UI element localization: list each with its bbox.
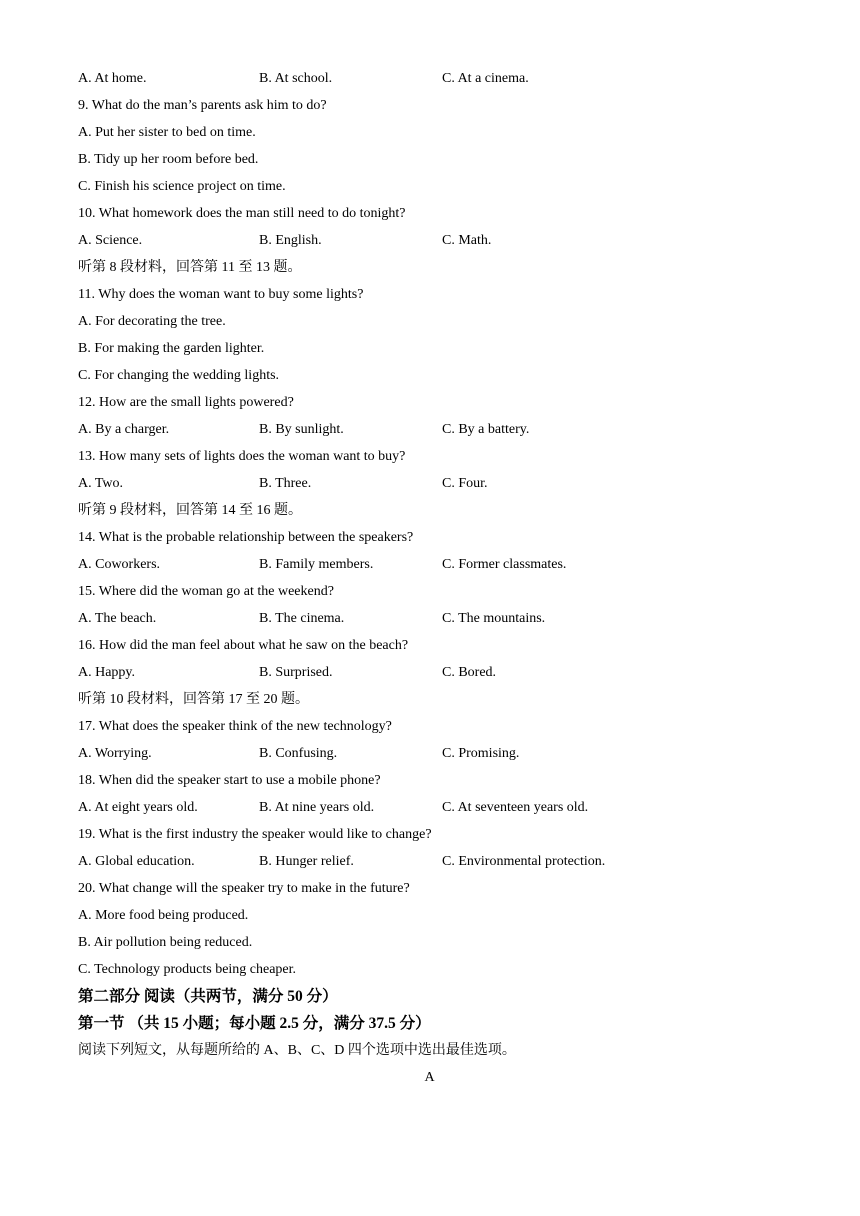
- option-c: C. At seventeen years old.: [442, 800, 589, 815]
- answer-options-row: [78, 419, 798, 446]
- option-c: C. Promising.: [442, 746, 520, 761]
- passage-label: A: [424, 1070, 435, 1085]
- text-line: A. For decorating the tree.: [78, 314, 226, 329]
- answer-options-row: [78, 743, 798, 770]
- answer-options-row: [78, 554, 798, 581]
- text-line: B. Tidy up her room before bed.: [78, 152, 259, 167]
- text-line: 19. What is the first industry the speaker would like to change?: [78, 827, 432, 842]
- option-b: B. Family members.: [259, 557, 374, 572]
- option-b: B. English.: [259, 233, 322, 248]
- option-c: C. Former classmates.: [442, 557, 567, 572]
- option-b: B. Surprised.: [259, 665, 333, 680]
- answer-options-row: [78, 851, 798, 878]
- text-line: B. For making the garden lighter.: [78, 341, 265, 356]
- text-line: 16. How did the man feel about what he saw on the beach?: [78, 638, 409, 653]
- section-heading: 第一节 （共 15 小题；每小题 2.5 分，满分 37.5 分）: [78, 1015, 431, 1032]
- option-b: B. Three.: [259, 476, 312, 491]
- option-b: B. At nine years old.: [259, 800, 375, 815]
- text-line: 20. What change will the speaker try to make in the future?: [78, 881, 410, 896]
- option-b: B. The cinema.: [259, 611, 345, 626]
- answer-options-row: [78, 473, 798, 500]
- answer-options-row: [78, 230, 798, 257]
- option-c: C. Environmental protection.: [442, 854, 606, 869]
- text-line: 9. What do the man’s parents ask him to do?: [78, 98, 327, 113]
- text-line: C. For changing the wedding lights.: [78, 368, 280, 383]
- option-a: A. At home.: [78, 71, 147, 86]
- text-line: 18. When did the speaker start to use a mobile phone?: [78, 773, 381, 788]
- option-a: A. Science.: [78, 233, 143, 248]
- option-a: A. Happy.: [78, 665, 136, 680]
- option-c: C. Bored.: [442, 665, 497, 680]
- option-c: C. At a cinema.: [442, 71, 529, 86]
- text-line: 17. What does the speaker think of the new technology?: [78, 719, 392, 734]
- option-a: A. At eight years old.: [78, 800, 198, 815]
- text-line: 听第 9 段材料，回答第 14 至 16 题。: [78, 503, 302, 518]
- option-c: C. By a battery.: [442, 422, 530, 437]
- text-line: 听第 8 段材料，回答第 11 至 13 题。: [78, 260, 302, 275]
- text-line: A. Put her sister to bed on time.: [78, 125, 256, 140]
- text-line: 11. Why does the woman want to buy some lights?: [78, 287, 364, 302]
- text-line: 13. How many sets of lights does the woman want to buy?: [78, 449, 406, 464]
- text-line: 12. How are the small lights powered?: [78, 395, 294, 410]
- option-a: A. Global education.: [78, 854, 195, 869]
- option-b: B. At school.: [259, 71, 333, 86]
- option-a: A. Coworkers.: [78, 557, 161, 572]
- text-line: 15. Where did the woman go at the weekend?: [78, 584, 334, 599]
- answer-options-row: [78, 608, 798, 635]
- option-c: C. Four.: [442, 476, 488, 491]
- option-b: B. Confusing.: [259, 746, 338, 761]
- option-b: B. Hunger relief.: [259, 854, 354, 869]
- option-c: C. Math.: [442, 233, 492, 248]
- text-line: 10. What homework does the man still need to do tonight?: [78, 206, 406, 221]
- option-a: A. By a charger.: [78, 422, 170, 437]
- text-line: B. Air pollution being reduced.: [78, 935, 253, 950]
- option-a: A. Two.: [78, 476, 124, 491]
- text-line: C. Technology products being cheaper.: [78, 962, 297, 977]
- text-line: 14. What is the probable relationship between the speakers?: [78, 530, 414, 545]
- exam-page: [78, 68, 798, 1094]
- section-heading: 第二部分 阅读（共两节，满分 50 分）: [78, 988, 338, 1005]
- answer-options-row: [78, 797, 798, 824]
- option-a: A. The beach.: [78, 611, 157, 626]
- answer-options-row: [78, 662, 798, 689]
- option-b: B. By sunlight.: [259, 422, 344, 437]
- text-line: C. Finish his science project on time.: [78, 179, 286, 194]
- option-a: A. Worrying.: [78, 746, 152, 761]
- text-line: 听第 10 段材料，回答第 17 至 20 题。: [78, 692, 309, 707]
- text-line: A. More food being produced.: [78, 908, 249, 923]
- text-line: 阅读下列短文，从每题所给的 A、B、C、D 四个选项中选出最佳选项。: [78, 1043, 516, 1058]
- answer-options-row: [78, 68, 798, 95]
- option-c: C. The mountains.: [442, 611, 546, 626]
